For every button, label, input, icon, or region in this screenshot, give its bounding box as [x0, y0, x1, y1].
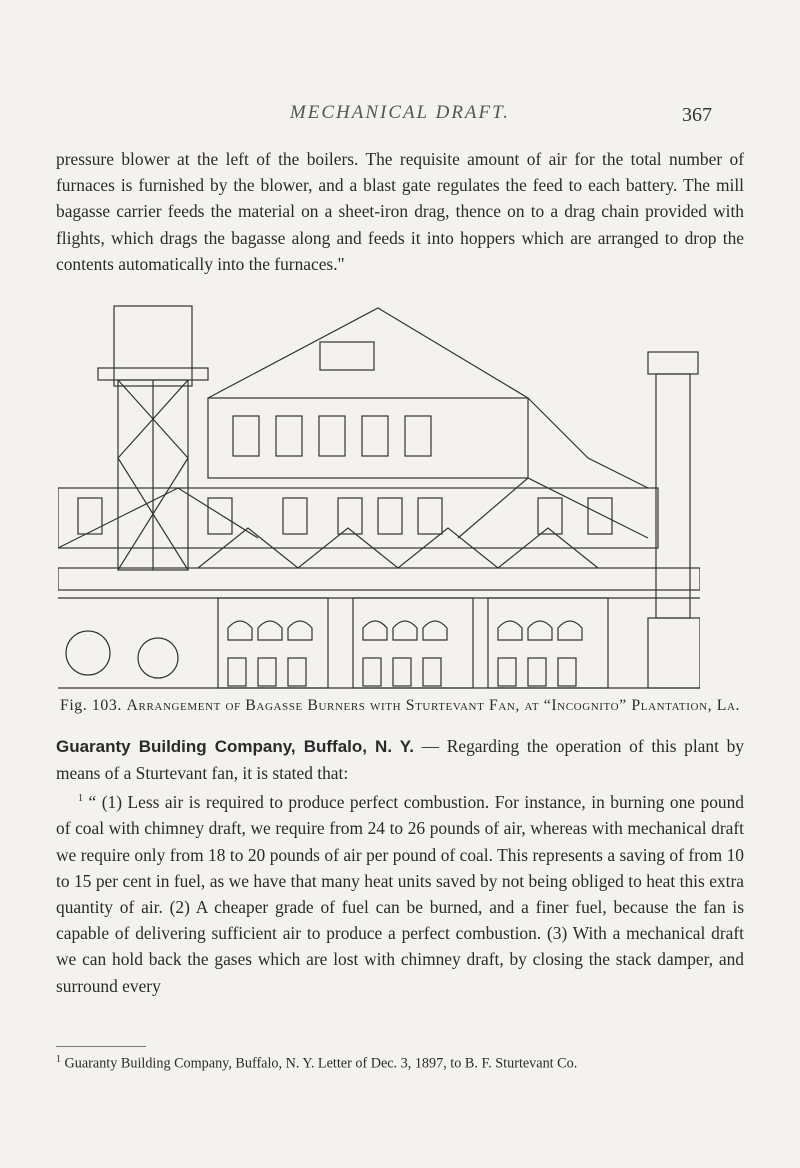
footnote-rule — [56, 1046, 146, 1047]
figure-bagasse-burners — [58, 298, 700, 690]
paragraph-main — [56, 733, 744, 999]
paragraph-top: pressure blower at the left of the boilers. The requisite amount of air for the total number of furnaces is furnished by the blower, and a blast gate regulates the feed to each battery. The mill bagasse carrier feeds the material on a sheet-iron drag, thence on to a drag chain provided with flights, which drags the bagasse along and feeds it into hoppers which are arranged to drop the contents automatically into the furnaces." — [56, 149, 744, 274]
running-head — [0, 102, 800, 132]
heading-tail: — Regarding the operation of this plant by means of a Sturtevant fan, it is stated that: — [56, 736, 744, 784]
caption-text: Arrangement of Bagasse Burners with Sturtevant Fan, at “Incognito” Plantation, La. — [126, 697, 741, 714]
running-title: MECHANICAL DRAFT. — [289, 102, 511, 123]
footnote-text: Guaranty Building Company, Buffalo, N. Y. Letter of Dec. 3, 1897, to B. F. Sturtevant Co. — [64, 1055, 578, 1072]
engineering-drawing — [58, 298, 700, 690]
quoted-statement: “ (1) Less air is required to produce perfect combustion. For instance, in burning one pound of coal with chimney draft, we require from 24 to 26 pounds of air, whereas with mechanical draft we require only from 18 to 20 pounds of air per pound of coal. This represents a saving of from 10 to 15 per cent in fuel, as we have that many heat units saved by not being obliged to heat this extra quantity of air. (2) A cheaper grade of fuel can be burned, and a finer fuel, because the fan is capable of delivering sufficient air to produce a perfect combustion. (3) With a mechanical draft we can hold back the gases which are lost with chimney draft, by closing the stack damper, and surround every — [56, 792, 744, 996]
section-heading: Guaranty Building Company, Buffalo, N. Y. — [56, 737, 414, 756]
footnote-marker: 1 — [56, 1054, 61, 1065]
footnote-ref: 1 — [78, 793, 83, 805]
caption-prefix: Fig. 103. — [59, 697, 122, 714]
footnote — [56, 1050, 744, 1074]
page-number: 367 — [682, 104, 712, 126]
figure-caption — [56, 694, 744, 718]
